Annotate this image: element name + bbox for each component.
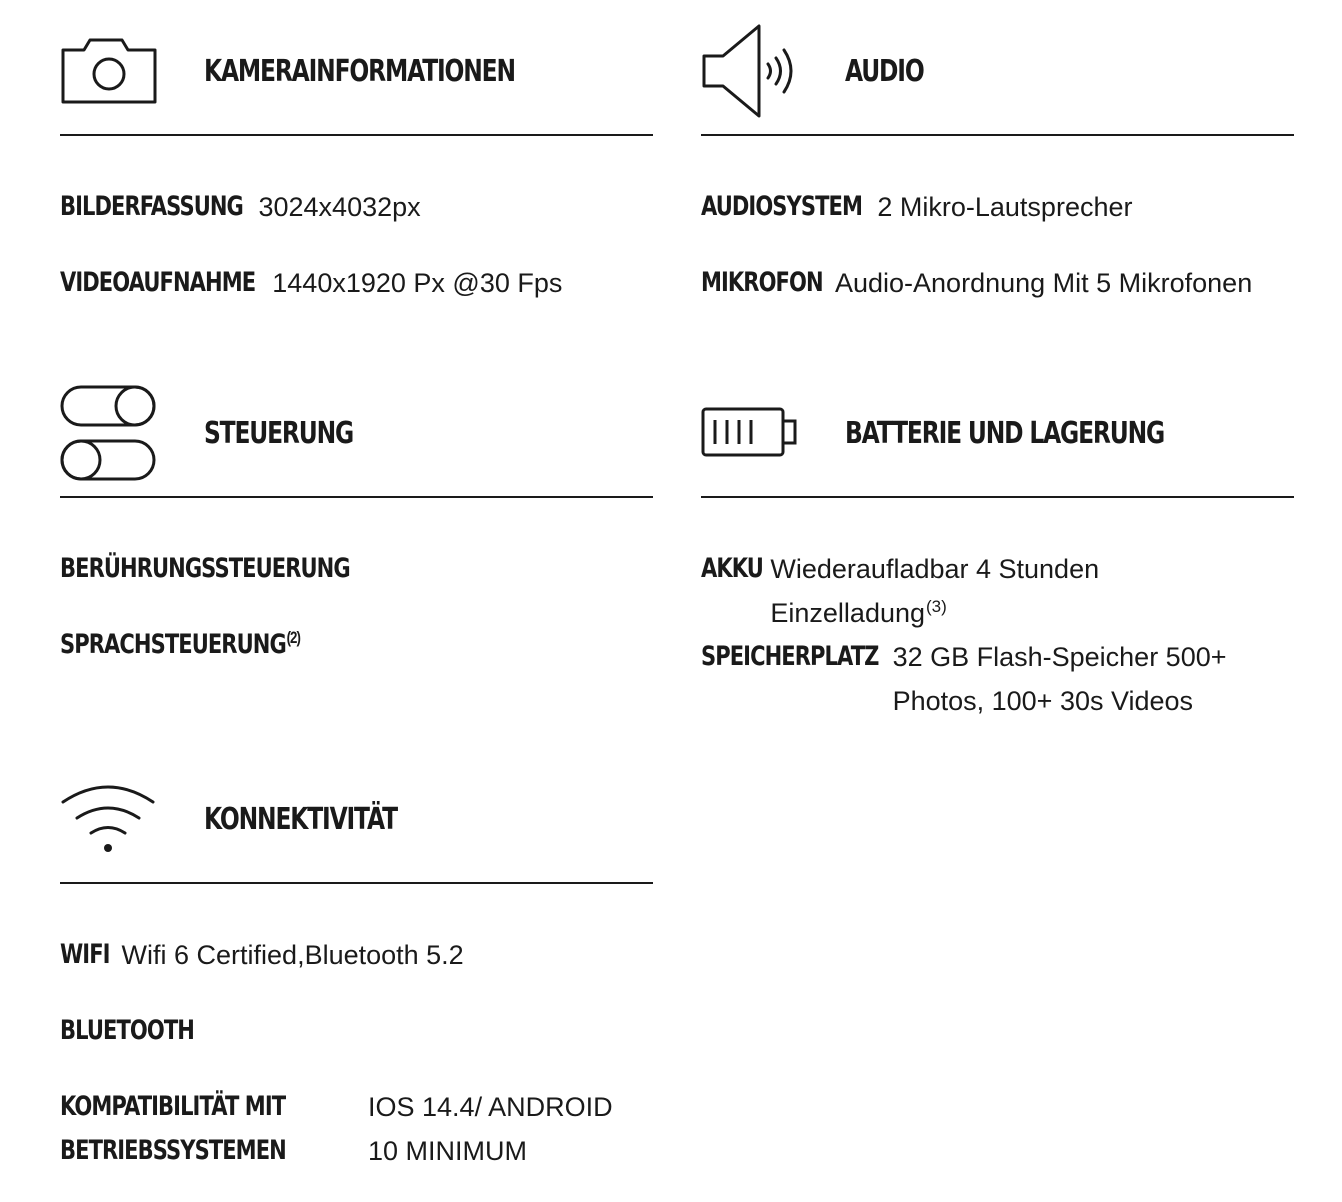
- spec-label: WIFI: [60, 939, 110, 970]
- audio-section-header: [701, 0, 1294, 136]
- spec-label: SPEICHERPLATZ: [701, 641, 879, 672]
- spec-row-voice-control: [60, 623, 368, 667]
- spec-label-line: KOMPATIBILITÄT MIT: [60, 1091, 286, 1122]
- spec-value: Audio-Anordnung Mit 5 Mikrofonen: [834, 268, 1253, 298]
- spec-value-line: 32 GB Flash-Speicher 500+: [892, 642, 1227, 672]
- spec-label: BLUETOOTH: [60, 1015, 194, 1046]
- spec-value: 3024x4032px: [258, 192, 421, 222]
- battery-section-header: [701, 362, 1294, 498]
- footnote-marker: (3): [926, 597, 947, 616]
- connectivity-section-header: [60, 748, 653, 884]
- spec-label: AKKU: [701, 553, 763, 584]
- camera-icon: [60, 36, 158, 113]
- battery-icon: [701, 406, 799, 463]
- spec-label: BILDERFASSUNG: [60, 191, 243, 222]
- controls-section-header: [60, 362, 653, 498]
- spec-row-storage: [701, 635, 1227, 723]
- spec-label-line: BETRIEBSSYSTEMEN: [60, 1135, 286, 1166]
- spec-label: BERÜHRUNGSSTEUERUNG: [60, 553, 350, 584]
- camera-section-header: [60, 0, 653, 136]
- section-title: KAMERAINFORMATIONEN: [204, 54, 515, 89]
- spec-row-audio-system: [701, 185, 1132, 229]
- wifi-icon: [60, 782, 158, 859]
- spec-label: MIKROFON: [701, 267, 823, 298]
- spec-value: 2 Mikro-Lautsprecher: [877, 192, 1133, 222]
- spec-label: [60, 623, 300, 667]
- spec-row-microphone: [701, 261, 1252, 305]
- connectivity-section: [60, 748, 653, 1166]
- spec-value-line: Wiederaufladbar 4 Stunden: [770, 554, 1100, 584]
- spec-value: [368, 1085, 613, 1173]
- spec-value: 1440x1920 Px @30 Fps: [272, 268, 563, 298]
- controls-section: [60, 362, 653, 660]
- audio-section: [701, 0, 1294, 298]
- section-title: KONNEKTIVITÄT: [204, 802, 397, 837]
- spec-value-line: Photos, 100+ 30s Videos: [892, 686, 1194, 716]
- speaker-icon: [701, 22, 801, 125]
- spec-row-video-recording: [60, 261, 562, 305]
- camera-section: [60, 0, 653, 298]
- spec-row-battery: [701, 547, 1099, 635]
- spec-value: Wifi 6 Certified,Bluetooth 5.2: [121, 940, 464, 970]
- spec-row-os-compatibility: [60, 1085, 613, 1173]
- section-title: AUDIO: [845, 54, 924, 89]
- section-title: BATTERIE UND LAGERUNG: [845, 416, 1165, 451]
- spec-value: [893, 635, 1227, 723]
- footnote-marker: (2): [286, 628, 300, 647]
- spec-label: VIDEOAUFNAHME: [60, 267, 256, 298]
- spec-row-wifi: [60, 933, 464, 977]
- spec-value-line: IOS 14.4/ ANDROID: [368, 1092, 613, 1122]
- spec-value: [770, 547, 1099, 635]
- spec-value-line: Einzelladung: [770, 598, 926, 628]
- spec-value-line: 10 MINIMUM: [368, 1136, 528, 1166]
- spec-label-text: SPRACHSTEUERUNG: [60, 629, 286, 660]
- spec-label: AUDIOSYSTEM: [701, 191, 862, 222]
- spec-row-touch-control: [60, 547, 431, 591]
- section-title: STEUERUNG: [204, 416, 354, 451]
- spec-row-image-capture: [60, 185, 421, 229]
- spec-label: [60, 1085, 300, 1173]
- battery-section: [701, 362, 1294, 716]
- spec-row-bluetooth: [60, 1009, 232, 1053]
- toggle-switches-icon: [60, 384, 158, 487]
